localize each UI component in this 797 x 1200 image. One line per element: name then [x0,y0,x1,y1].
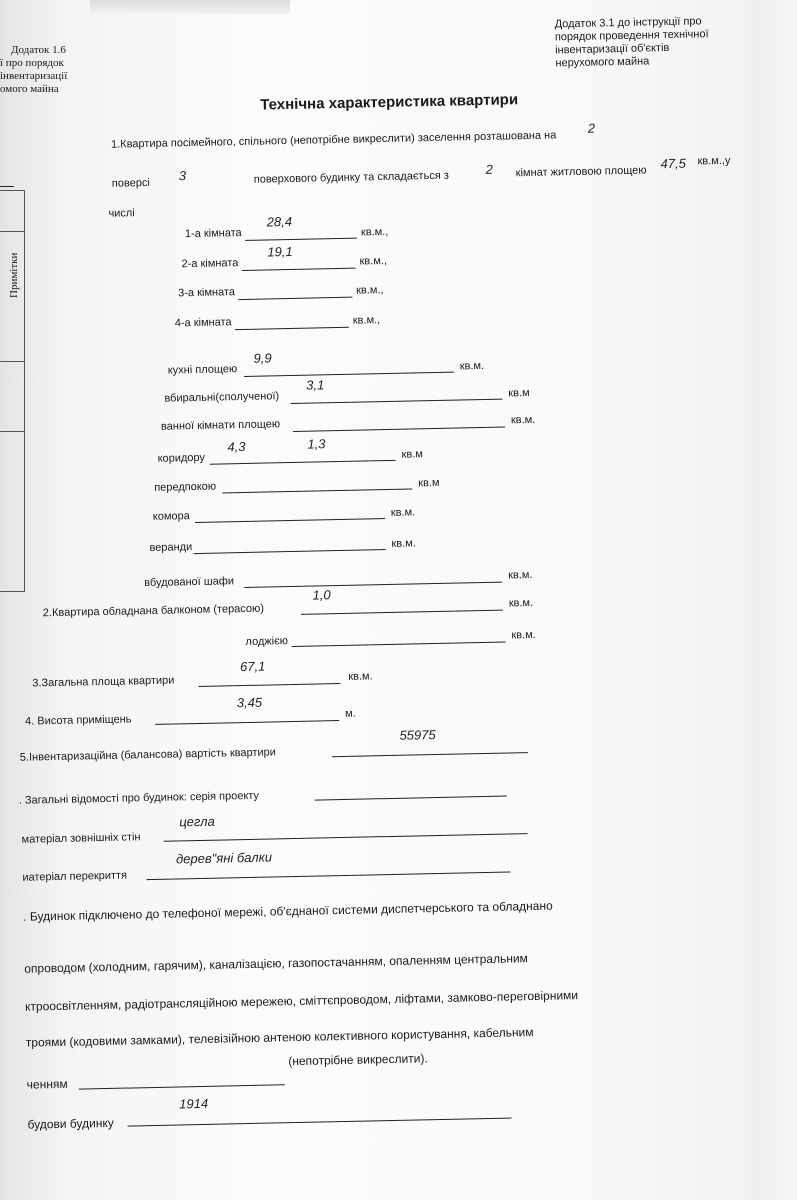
room-2-value: 19,1 [267,243,293,260]
building-info-label: . Загальні відомості про будинок: серія проекту [18,789,260,807]
p1-living-area-value: 47,5 [660,155,687,172]
corridor-label: коридору [157,451,206,465]
room-1-label: 1-а кімната [184,226,242,241]
corridor-unit: кв.м [401,448,424,461]
right-header-line-1: Додаток 3.1 до інструкції про [554,15,702,31]
room-1-value: 28,4 [266,213,293,230]
p1-floor-value: 2 [587,120,596,136]
storage-unit: кв.м. [390,506,416,519]
corridor-value-1: 4,3 [227,438,246,455]
build-year-value: 1914 [179,1095,209,1112]
utilities-line-3: ктроосвітленням, радіотрансляційною мережею, сміттєпроводом, ліфтами, замково-переговірними [24,988,579,1014]
room-4-label: 4-а кімната [174,316,232,330]
p1-text-3: кімнат житловою площею [515,164,647,180]
left-header-line-3: інвентаризації [0,70,68,82]
utilities-line-5b: (непотрібне викреслити). [288,1051,428,1069]
bath-label: ванної кімнати площею [160,418,281,433]
wc-value: 3,1 [305,377,325,393]
p1-text-1: 1.Квартира посімейного, спільного (непотрібне викреслити) заселення розташована на [110,129,557,151]
wc-unit: кв.м [508,386,530,400]
room-4-unit: кв.м., [352,314,381,327]
utilities-line-4: троями (кодовими замками), телевізійною антеною колективного користування, кабельним [25,1025,534,1050]
right-header-line-3: інвентаризації об'єктів [555,41,670,57]
room-1-unit: кв.м., [360,225,389,239]
floors-value: дерев"яні балки [175,849,273,867]
veranda-unit: кв.м. [391,537,416,550]
p1-text-2: поверхового будинку та складається з [253,169,449,186]
hall-label: передпокою [154,480,217,494]
right-header-line-4: нерухомого майна [555,55,650,70]
veranda-label: веранди [149,541,193,554]
p1-rooms-value: 2 [485,161,494,177]
room-3-label: 3-а кімната [178,286,236,300]
balcony-unit: кв.м. [508,596,534,610]
p1-storeys-value: 3 [178,168,187,184]
floors-label: иатеріал перекриття [22,869,128,884]
total-area-unit: кв.м. [348,670,373,683]
p1-poversi: поверсі [111,176,150,190]
height-value: 3,45 [236,694,263,711]
utilities-line-5a: ченням [26,1076,68,1092]
kitchen-unit: кв.м. [459,359,485,373]
room-3-unit: кв.м., [356,284,384,297]
kitchen-value: 9,9 [253,350,272,366]
p1-chysli: числі [108,207,135,220]
height-unit: м. [344,707,356,720]
walls-value: цегла [179,813,215,830]
corridor-value-2: 1,3 [307,436,326,452]
bath-unit: кв.м. [510,413,536,427]
room-2-unit: кв.м., [359,254,388,268]
build-year-label: будови будинку [27,1115,114,1132]
balcony-value: 1,0 [312,587,331,603]
page-title: Технічна характеристика квартири [260,91,519,114]
utilities-line-2: опроводом (холодним, гарячим), каналізацією, газопостачанням, опаленням центральним [24,951,529,976]
closet-label: вбудованої шафи [144,575,235,590]
utilities-line-1: . Будинок підключено до телефоної мережі, об'єднаної системи диспетчерського та обладнано [23,898,553,924]
total-area-value: 67,1 [239,658,266,675]
loggia-unit: кв.м. [511,628,536,642]
loggia-label: лоджією [245,635,289,648]
value-label: 5.Інвентаризаційна (балансова) вартість квартири [19,746,276,764]
left-header-line-1: Додаток 1.6 [11,44,66,56]
left-header-line-2: ї про порядок [0,57,64,69]
closet-unit: кв.м. [508,568,533,582]
left-header-line-4: омого майна [0,83,59,95]
walls-label: матеріал зовнішніх стін [21,831,141,846]
kitchen-label: кухні площею [167,363,238,377]
balcony-label: 2.Квартира обладнана балконом (терасою) [42,602,265,620]
total-area-label: 3.Загальна площа квартири [32,674,175,690]
wc-label: вбиральні(сполученої) [164,390,280,405]
p1-unit-tail: кв.м.,у [697,154,731,168]
notes-column-label: Примітки [8,252,20,298]
height-label: 4. Висота приміщень [24,713,132,728]
right-header-line-2: порядок проведення технічної [554,28,709,44]
inventory-value: 55975 [399,727,436,743]
storage-label: комора [152,510,190,523]
hall-unit: кв.м [418,476,440,490]
room-2-label: 2-а кімната [181,257,239,271]
